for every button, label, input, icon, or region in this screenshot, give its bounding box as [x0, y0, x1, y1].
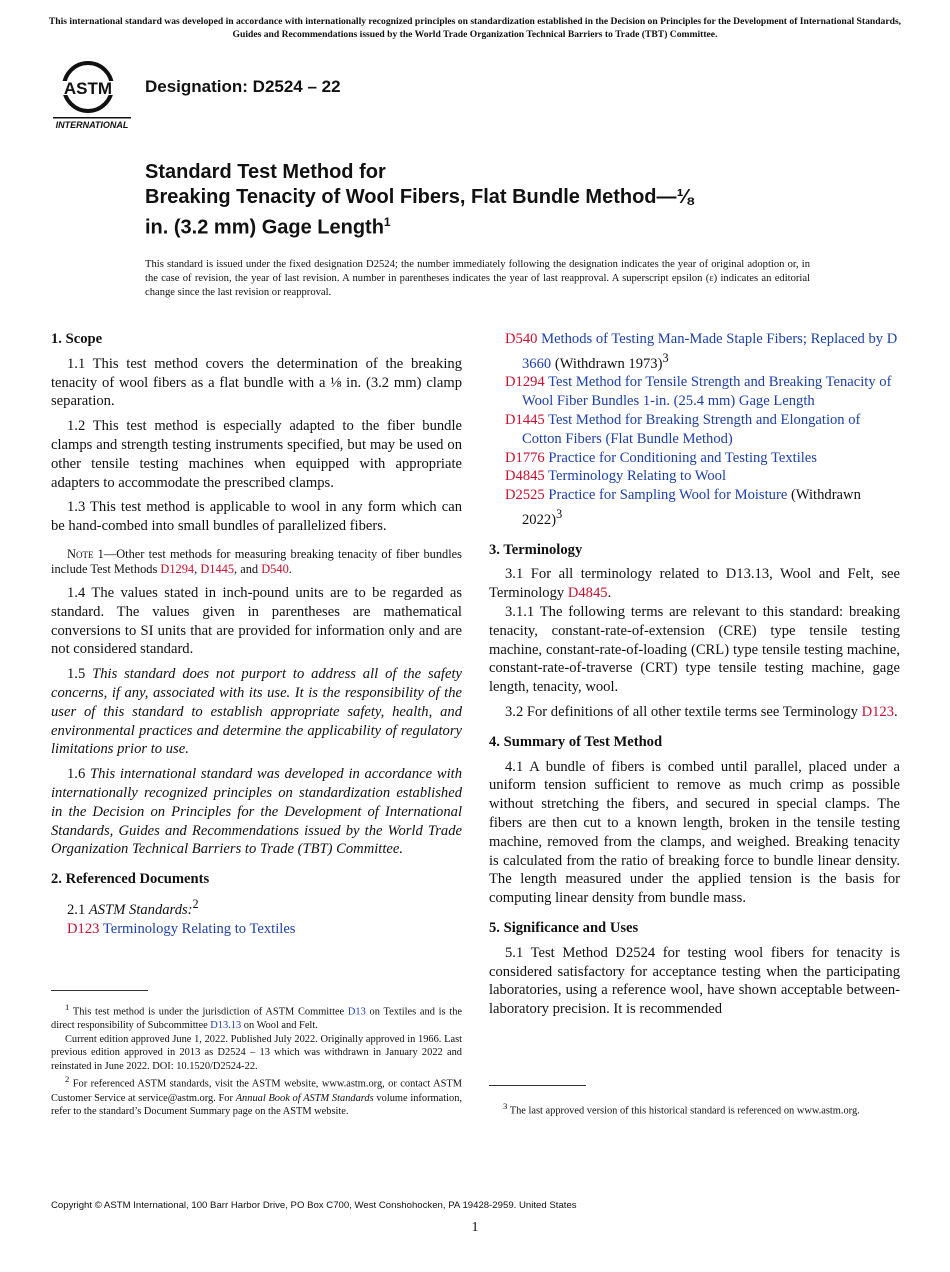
ref-link-d1445[interactable]: D1445 [200, 562, 235, 577]
title-line-3: in. (3.2 mm) Gage Length$^1$ [145, 215, 391, 239]
title-line-1: Standard Test Method for [145, 161, 386, 183]
paragraph-1-6: 1.6 This international standard was developed in accordance with internationally recognized principles on standardization established in the Decision on Principles for the Development of International Standards, Guides and Recommendations issued by the World Trade Organization Technical Barriers to Trade (TBT) Committee. [51, 766, 463, 858]
footnotes-left [51, 990, 462, 1119]
section-heading-scope: 1. Scope [51, 331, 103, 347]
designation: Designation: D2524 – 22 [145, 77, 341, 96]
title-line-2: Breaking Tenacity of Wool Fibers, Flat Bundle Method—⅛ [145, 186, 694, 208]
ref-link-d4845[interactable]: D4845 [567, 585, 608, 602]
right-column [489, 330, 900, 1019]
page-number: 1 [471, 1220, 479, 1235]
paragraph-1-1: 1.1 This test method covers the determination of the breaking tenacity of wool fibers as a flat bundle with a ⅛ in. (3.2 mm) clamp separation. [51, 355, 462, 410]
footnote-1-edition: Current edition approved June 1, 2022. Published July 2022. Originally approved in 1966. Last previous edition approved in 2013 as D2524 – 13 which was withdrawn in January 2022 and reinstated in June 2022. DOI: 10.1520/D2524-22. [51, 1033, 462, 1072]
paragraph-1-4: 1.4 The values stated in inch-pound units are to be regarded as standard. The values given in parentheses are mathematical conversions to SI units that are provided for information only and are not considered standard. [51, 584, 462, 658]
document-title [145, 160, 835, 241]
ref-link-d1294[interactable]: D1294 [160, 562, 195, 577]
paragraph-1-5: 1.5 This standard does not purport to address all of the safety concerns, if any, associated with its use. It is the responsibility of the user of this standard to establish appropriate safety, health, and environmental practices and determine the applicability of regulatory limitations prior to use. [51, 666, 462, 758]
logo-subtext: INTERNATIONAL [55, 120, 129, 130]
title-footnote-mark: 1 [383, 215, 391, 229]
link-d13[interactable]: D13 [347, 1006, 366, 1018]
paragraph-1-2: 1.2 This test method is especially adapted to the fiber bundle clamps and strength testing instruments specified, but may be used on other tensile testing machines when equipped with appropriate adapters to accommodate the prescribed clamps. [51, 418, 462, 491]
logo-letters: ASTM [63, 79, 113, 98]
ref-item-d540[interactable]: D540 Methods of Testing Man-Made Staple Fibers; Replaced by D 3660 (Withdrawn 1973)$^3$ [505, 331, 898, 372]
paragraph-2-1: 2.1 ASTM Standards:$^2$ [67, 896, 199, 918]
paragraph-3-1-1: 3.1.1 The following terms are relevant to this standard: breaking tenacity, constant-rate-of-extension (CRE) type tensile testing machine, constant-rate-of-loading (CRL) type tensile testing machine, constant-rate-of-traverse (CRT) type tensile testing machine, gage length, tenacity, wool. [489, 604, 900, 696]
ref-item-d4845[interactable]: D4845 Terminology Relating to Wool [505, 468, 727, 485]
paragraph-5-1: 5.1 Test Method D2524 for testing wool fibers for tenacity is considered satisfactory for acceptance testing when the participating laboratories, using a reference wool, have shown acceptable between-laboratory precision. It is recommended [489, 944, 900, 1018]
header-notice: This international standard was developed in accordance with internationally recognized principles on standardization established in the Decision on Principles for the Development of International Standards, Guides and Recommendations issued by the World Trade Organization Technical Barriers to Trade (TBT) Committee. [48, 16, 902, 40]
issuance-statement: This standard is issued under the fixed designation D2524; the number immediately following the designation indicates the year of original adoption or, in the case of revision, the year of last revision. A number in parentheses indicates the year of last reapproval. A superscript epsilon (ε) indicates an editorial change since the last revision or reapproval. [145, 259, 810, 299]
copyright-notice: Copyright © ASTM International, 100 Barr Harbor Drive, PO Box C700, West Conshohocken, PA 19428-2959. United States [51, 1200, 577, 1211]
ref-link-d123[interactable]: D123 [861, 704, 895, 721]
section-heading-significance: 5. Significance and Uses [489, 920, 639, 937]
ref-item-d1294[interactable]: D1294 Test Method for Tensile Strength and Breaking Tenacity of Wool Fiber Bundles 1-in. (25.4 mm) Gage Length [505, 374, 892, 410]
footnote-3: $^3$ The last approved version of this historical standard is referenced on www.astm.org. [503, 1101, 860, 1117]
paragraph-3-1: 3.1 For all terminology related to D13.13, Wool and Felt, see Terminology D4845. [489, 566, 900, 602]
left-column [51, 330, 462, 938]
paragraph-3-2: 3.2 For definitions of all other textile terms see Terminology D123. [505, 704, 898, 721]
ref-item-d2525[interactable]: D2525 Practice for Sampling Wool for Moisture (Withdrawn 2022)$^3$ [505, 487, 861, 528]
ref-link-d540[interactable]: D540 [261, 562, 289, 577]
ref-item-d1776[interactable]: D1776 Practice for Conditioning and Testing Textiles [505, 449, 817, 466]
paragraph-4-1: 4.1 A bundle of fibers is combed until parallel, placed under a uniform tension sufficient to remove as much crimp as possible without stretching the fibers, and secured in special clamps. The fibers are then cut to a known length, broken in the tensile testing machine, removed from the clamps, and weighed. Breaking tenacity is calculated from the ratio of breaking force to bundle linear density. The length measured under the applied tension is the basis for computing linear density from bundle mass. [489, 758, 900, 907]
link-d13-13[interactable]: D13.13 [210, 1020, 242, 1032]
section-heading-terminology: 3. Terminology [489, 541, 583, 558]
footnote-1: $^1$ This test method is under the jurisdiction of ASTM Committee D13 on Textiles and is the direct responsibility of Subcommittee D13.13 on Wool and Felt. [51, 1002, 462, 1032]
section-heading-referenced-documents: 2. Referenced Documents [51, 871, 210, 888]
ref-item-d123[interactable]: D123 Terminology Relating to Textiles [67, 920, 296, 937]
astm-logo [50, 55, 134, 133]
footnotes-right [489, 1085, 900, 1118]
ref-item-d1445[interactable]: D1445 Test Method for Breaking Strength and Elongation of Cotton Fibers (Flat Bundle Method) [505, 412, 861, 447]
paragraph-1-3: 1.3 This test method is applicable to wool in any form which can be hand-combed into small bundles of parallelized fibers. [51, 499, 462, 535]
footnote-2: $^2$ For referenced ASTM standards, visit the ASTM website, www.astm.org, or contact ASTM Customer Service at service@astm.org. For Annual Book of ASTM Standards volume information, refer to the standard’s Document Summary page on the ASTM website. [51, 1074, 462, 1118]
section-heading-summary: 4. Summary of Test Method [489, 733, 663, 750]
note-1: Note 1—Other test methods for measuring breaking tenacity of fiber bundles include Test Methods D1294, D1445, and D540. [51, 546, 462, 577]
